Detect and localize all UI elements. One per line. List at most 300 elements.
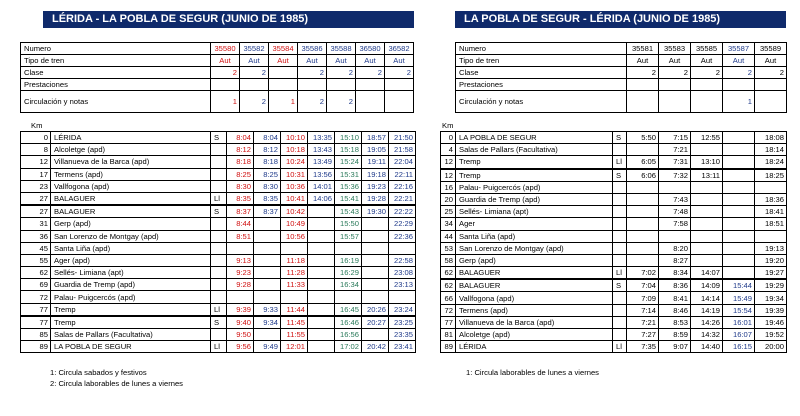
time-cell: 8:20 — [659, 242, 691, 254]
header-tipo-cell: Aut — [691, 55, 723, 67]
time-cell — [389, 242, 416, 254]
time-cell: 11:33 — [281, 279, 308, 291]
time-cell: 22:29 — [389, 218, 416, 230]
km-cell: 62 — [441, 279, 456, 292]
station-row — [441, 218, 787, 230]
time-cell — [308, 267, 335, 279]
station-row — [441, 304, 787, 316]
header-tipo-cell: Aut — [298, 55, 327, 67]
time-cell — [723, 242, 755, 254]
time-cell: 19:29 — [755, 279, 787, 292]
km-cell: 12 — [441, 169, 456, 182]
header-numero-cell: 35581 — [627, 43, 659, 55]
time-cell: 13:56 — [308, 168, 335, 180]
station-row — [21, 242, 416, 254]
station-name: BALAGUER — [456, 279, 613, 292]
header-numero-cell: 36580 — [356, 43, 385, 55]
km-cell: 69 — [21, 279, 51, 291]
header-row-circulacion — [456, 91, 787, 113]
station-type: Ll — [613, 156, 627, 169]
time-cell: 16:07 — [723, 329, 755, 341]
station-type — [211, 218, 227, 230]
station-type — [613, 181, 627, 193]
km-cell: 72 — [441, 304, 456, 316]
station-type — [613, 230, 627, 242]
time-cell — [335, 291, 362, 303]
time-cell: 11:55 — [281, 329, 308, 341]
time-cell: 19:46 — [755, 316, 787, 328]
time-cell: 19:34 — [755, 292, 787, 304]
station-type: Ll — [613, 341, 627, 353]
station-row — [21, 205, 416, 218]
time-cell: 20:26 — [362, 303, 389, 316]
station-name: Salas de Pallars (Facultativa) — [456, 144, 613, 156]
time-cell: 8:34 — [659, 267, 691, 280]
time-cell: 11:18 — [281, 254, 308, 266]
km-cell: 0 — [21, 132, 51, 144]
km-cell: 77 — [21, 316, 51, 329]
time-cell: 18:25 — [755, 169, 787, 182]
station-name: Tremp — [51, 303, 211, 316]
header-label-clase: Clase — [21, 67, 211, 79]
time-cell — [362, 267, 389, 279]
time-cell — [691, 144, 723, 156]
time-cell: 14:19 — [691, 304, 723, 316]
station-type — [211, 242, 227, 254]
station-name: Salas de Pallars (Facultativa) — [51, 329, 211, 341]
header-label-circulacion: Circulación y notas — [21, 91, 211, 113]
station-name: Santa Liña (apd) — [51, 242, 211, 254]
time-cell: 15:43 — [335, 205, 362, 218]
time-cell: 6:06 — [627, 169, 659, 182]
time-cell: 22:16 — [389, 180, 416, 192]
time-cell: 10:41 — [281, 192, 308, 205]
time-cell: 8:46 — [659, 304, 691, 316]
header-prestaciones-cell — [659, 79, 691, 91]
time-cell: 8:18 — [227, 156, 254, 168]
time-cell — [723, 156, 755, 169]
time-cell — [362, 230, 389, 242]
time-cell: 15:31 — [335, 168, 362, 180]
time-cell: 23:24 — [389, 303, 416, 316]
time-cell: 15:18 — [335, 144, 362, 156]
time-cell — [308, 279, 335, 291]
station-row — [21, 254, 416, 266]
station-row — [441, 279, 787, 292]
time-cell: 12:55 — [691, 132, 723, 144]
station-name: Villanueva de la Barca (apd) — [51, 156, 211, 168]
time-cell: 22:04 — [389, 156, 416, 168]
left-timetable — [20, 131, 416, 353]
time-cell — [254, 291, 281, 303]
time-cell: 14:26 — [691, 316, 723, 328]
left-title: LÉRIDA - LA POBLA DE SEGUR (JUNIO DE 1985) — [43, 11, 414, 28]
station-type — [211, 291, 227, 303]
header-circulacion-cell — [385, 91, 414, 113]
station-type: S — [613, 169, 627, 182]
header-label-circulacion: Circulación y notas — [456, 91, 627, 113]
time-cell — [627, 181, 659, 193]
station-name: Ager (apd) — [51, 254, 211, 266]
note-line: 2: Circula laborables de lunes a viernes — [50, 379, 183, 388]
header-prestaciones-cell — [385, 79, 414, 91]
header-label-prestaciones: Prestaciones — [456, 79, 627, 91]
time-cell: 20:00 — [755, 341, 787, 353]
time-cell: 19:05 — [362, 144, 389, 156]
header-clase-cell: 2 — [659, 67, 691, 79]
station-row — [21, 316, 416, 329]
station-name: Tremp — [51, 316, 211, 329]
time-cell: 8:53 — [659, 316, 691, 328]
header-row-numero — [21, 43, 414, 55]
time-cell: 14:01 — [308, 180, 335, 192]
time-cell: 15:24 — [335, 156, 362, 168]
time-cell — [627, 242, 659, 254]
time-cell: 10:18 — [281, 144, 308, 156]
station-type — [211, 329, 227, 341]
time-cell: 15:44 — [723, 279, 755, 292]
left-header-table — [20, 42, 414, 113]
km-cell: 44 — [441, 230, 456, 242]
header-row-tipo — [456, 55, 787, 67]
station-row — [21, 341, 416, 353]
header-circulacion-cell: 2 — [298, 91, 327, 113]
time-cell — [723, 181, 755, 193]
station-row — [21, 291, 416, 303]
header-clase-cell — [269, 67, 298, 79]
time-cell: 19:28 — [362, 192, 389, 205]
time-cell — [254, 230, 281, 242]
time-cell: 20:42 — [362, 341, 389, 353]
time-cell: 18:24 — [755, 156, 787, 169]
header-row-clase — [456, 67, 787, 79]
station-type — [613, 206, 627, 218]
time-cell: 21:58 — [389, 144, 416, 156]
station-type — [613, 292, 627, 304]
time-cell: 7:14 — [627, 304, 659, 316]
station-name: Palau- Puigcercós (apd) — [51, 291, 211, 303]
time-cell: 8:44 — [227, 218, 254, 230]
station-name: Tremp — [456, 169, 613, 182]
header-clase-cell: 2 — [327, 67, 356, 79]
time-cell — [659, 181, 691, 193]
time-cell: 15:41 — [335, 192, 362, 205]
time-cell: 7:27 — [627, 329, 659, 341]
time-cell: 7:31 — [659, 156, 691, 169]
station-type — [211, 230, 227, 242]
time-cell: 15:36 — [335, 180, 362, 192]
header-row-numero — [456, 43, 787, 55]
station-type: Ll — [211, 192, 227, 205]
header-prestaciones-cell — [723, 79, 755, 91]
time-cell — [723, 230, 755, 242]
time-cell — [755, 181, 787, 193]
header-numero-cell: 35586 — [298, 43, 327, 55]
time-cell — [254, 242, 281, 254]
station-row — [441, 254, 787, 266]
time-cell: 16:01 — [723, 316, 755, 328]
time-cell: 19:11 — [362, 156, 389, 168]
time-cell: 8:37 — [254, 205, 281, 218]
header-clase-cell: 2 — [385, 67, 414, 79]
time-cell: 18:08 — [755, 132, 787, 144]
time-cell: 11:45 — [281, 316, 308, 329]
header-numero-cell: 35589 — [755, 43, 787, 55]
time-cell: 10:49 — [281, 218, 308, 230]
station-name: Sellés- Limiana (apt) — [456, 206, 613, 218]
time-cell — [254, 218, 281, 230]
station-row — [441, 329, 787, 341]
km-cell: 12 — [21, 156, 51, 168]
header-clase-cell: 2 — [211, 67, 240, 79]
time-cell — [691, 206, 723, 218]
station-row — [441, 341, 787, 353]
header-label-prestaciones: Prestaciones — [21, 79, 211, 91]
time-cell: 19:52 — [755, 329, 787, 341]
time-cell — [723, 218, 755, 230]
time-cell — [254, 267, 281, 279]
station-row — [441, 206, 787, 218]
time-cell: 10:24 — [281, 156, 308, 168]
time-cell — [755, 230, 787, 242]
km-cell: 12 — [441, 156, 456, 169]
time-cell: 8:25 — [227, 168, 254, 180]
header-clase-cell: 2 — [723, 67, 755, 79]
right-title: LA POBLA DE SEGUR - LÉRIDA (JUNIO DE 1985) — [455, 11, 786, 28]
time-cell: 8:51 — [227, 230, 254, 242]
station-type — [613, 316, 627, 328]
station-type — [613, 254, 627, 266]
station-type — [211, 254, 227, 266]
km-cell: 31 — [21, 218, 51, 230]
km-cell: 27 — [21, 205, 51, 218]
time-cell: 9:23 — [227, 267, 254, 279]
header-tipo-cell: Aut — [723, 55, 755, 67]
time-cell — [691, 254, 723, 266]
time-cell: 14:06 — [308, 192, 335, 205]
header-tipo-cell: Aut — [327, 55, 356, 67]
header-label-tipo: Tipo de tren — [456, 55, 627, 67]
header-prestaciones-cell — [298, 79, 327, 91]
header-tipo-cell: Aut — [755, 55, 787, 67]
station-type: Ll — [613, 267, 627, 280]
station-name: Villanueva de la Barca (apd) — [456, 316, 613, 328]
km-cell: 23 — [21, 180, 51, 192]
time-cell: 10:42 — [281, 205, 308, 218]
time-cell — [362, 218, 389, 230]
station-row — [441, 316, 787, 328]
station-row — [441, 181, 787, 193]
km-cell: 53 — [441, 242, 456, 254]
time-cell: 10:56 — [281, 230, 308, 242]
right-notes — [466, 367, 599, 378]
header-row-circulacion — [21, 91, 414, 113]
time-cell: 9:13 — [227, 254, 254, 266]
km-cell: 81 — [441, 329, 456, 341]
time-cell: 9:33 — [254, 303, 281, 316]
time-cell: 16:15 — [723, 341, 755, 353]
header-prestaciones-cell — [240, 79, 269, 91]
time-cell: 8:35 — [254, 192, 281, 205]
time-cell: 7:04 — [627, 279, 659, 292]
station-name: Santa Liña (apd) — [456, 230, 613, 242]
time-cell: 11:28 — [281, 267, 308, 279]
station-type: S — [613, 132, 627, 144]
station-row — [21, 192, 416, 205]
left-km-label: Km — [31, 121, 43, 130]
time-cell — [254, 279, 281, 291]
station-type: S — [211, 132, 227, 144]
time-cell: 8:04 — [254, 132, 281, 144]
time-cell: 7:58 — [659, 218, 691, 230]
time-cell — [691, 193, 723, 205]
time-cell: 5:50 — [627, 132, 659, 144]
header-prestaciones-cell — [755, 79, 787, 91]
header-clase-cell: 2 — [691, 67, 723, 79]
time-cell — [723, 254, 755, 266]
time-cell: 8:18 — [254, 156, 281, 168]
km-cell: 36 — [21, 230, 51, 242]
station-row — [21, 329, 416, 341]
time-cell: 18:14 — [755, 144, 787, 156]
header-clase-cell: 2 — [755, 67, 787, 79]
station-type — [211, 168, 227, 180]
km-cell: 62 — [441, 267, 456, 280]
header-numero-cell: 35582 — [240, 43, 269, 55]
station-row — [441, 144, 787, 156]
time-cell — [691, 218, 723, 230]
station-name: Vallfogona (apd) — [51, 180, 211, 192]
time-cell: 8:30 — [227, 180, 254, 192]
header-label-clase: Clase — [456, 67, 627, 79]
header-prestaciones-cell — [691, 79, 723, 91]
station-name: San Lorenzo de Montgay (apd) — [456, 242, 613, 254]
time-cell — [723, 206, 755, 218]
time-cell: 23:35 — [389, 329, 416, 341]
header-clase-cell: 2 — [627, 67, 659, 79]
time-cell: 16:19 — [335, 254, 362, 266]
time-cell: 8:41 — [659, 292, 691, 304]
station-type — [211, 180, 227, 192]
time-cell — [723, 193, 755, 205]
time-cell: 13:10 — [691, 156, 723, 169]
header-circulacion-cell — [755, 91, 787, 113]
time-cell: 13:11 — [691, 169, 723, 182]
time-cell: 7:48 — [659, 206, 691, 218]
km-cell: 85 — [21, 329, 51, 341]
time-cell: 16:45 — [335, 303, 362, 316]
time-cell: 14:09 — [691, 279, 723, 292]
station-type — [613, 242, 627, 254]
time-cell: 9:07 — [659, 341, 691, 353]
km-cell: 58 — [441, 254, 456, 266]
station-type: S — [211, 205, 227, 218]
header-circulacion-cell: 1 — [269, 91, 298, 113]
station-type — [613, 304, 627, 316]
km-cell: 16 — [441, 181, 456, 193]
time-cell: 23:41 — [389, 341, 416, 353]
station-type — [211, 279, 227, 291]
time-cell: 7:35 — [627, 341, 659, 353]
time-cell: 22:36 — [389, 230, 416, 242]
time-cell: 7:15 — [659, 132, 691, 144]
header-circulacion-cell: 2 — [327, 91, 356, 113]
km-cell: 89 — [21, 341, 51, 353]
time-cell: 22:21 — [389, 192, 416, 205]
time-cell: 15:54 — [723, 304, 755, 316]
time-cell: 7:21 — [627, 316, 659, 328]
time-cell — [308, 329, 335, 341]
time-cell: 15:50 — [335, 218, 362, 230]
time-cell — [723, 267, 755, 280]
header-numero-cell: 35580 — [211, 43, 240, 55]
time-cell: 23:08 — [389, 267, 416, 279]
header-row-clase — [21, 67, 414, 79]
station-row — [21, 132, 416, 144]
time-cell: 9:40 — [227, 316, 254, 329]
time-cell: 19:27 — [755, 267, 787, 280]
time-cell: 8:30 — [254, 180, 281, 192]
km-cell: 77 — [441, 316, 456, 328]
station-name: BALAGUER — [51, 192, 211, 205]
time-cell — [627, 193, 659, 205]
time-cell — [254, 254, 281, 266]
header-tipo-cell: Aut — [627, 55, 659, 67]
time-cell — [691, 181, 723, 193]
header-prestaciones-cell — [327, 79, 356, 91]
station-name: Termens (apd) — [51, 168, 211, 180]
header-tipo-cell: Aut — [385, 55, 414, 67]
time-cell: 7:32 — [659, 169, 691, 182]
station-type: S — [211, 316, 227, 329]
header-circulacion-cell — [356, 91, 385, 113]
station-row — [21, 230, 416, 242]
time-cell: 8:27 — [659, 254, 691, 266]
header-clase-cell: 2 — [356, 67, 385, 79]
header-label-numero: Numero — [21, 43, 211, 55]
right-header-table — [455, 42, 787, 113]
time-cell: 10:36 — [281, 180, 308, 192]
time-cell: 8:37 — [227, 205, 254, 218]
time-cell: 21:50 — [389, 132, 416, 144]
time-cell — [723, 169, 755, 182]
time-cell: 8:04 — [227, 132, 254, 144]
station-type: Ll — [211, 341, 227, 353]
time-cell — [627, 254, 659, 266]
time-cell: 10:10 — [281, 132, 308, 144]
right-timetable — [440, 131, 787, 353]
time-cell: 13:49 — [308, 156, 335, 168]
header-circulacion-cell — [691, 91, 723, 113]
station-name: Gerp (apd) — [51, 218, 211, 230]
station-name: Guardia de Tremp (apd) — [51, 279, 211, 291]
header-row-prestaciones — [456, 79, 787, 91]
time-cell: 19:13 — [755, 242, 787, 254]
time-cell — [308, 242, 335, 254]
station-row — [441, 169, 787, 182]
time-cell — [627, 206, 659, 218]
station-row — [441, 242, 787, 254]
station-row — [441, 193, 787, 205]
time-cell: 18:41 — [755, 206, 787, 218]
time-cell: 14:07 — [691, 267, 723, 280]
time-cell: 9:34 — [254, 316, 281, 329]
time-cell: 7:09 — [627, 292, 659, 304]
station-type: S — [613, 279, 627, 292]
time-cell: 23:13 — [389, 279, 416, 291]
header-circulacion-cell — [659, 91, 691, 113]
station-type — [211, 144, 227, 156]
